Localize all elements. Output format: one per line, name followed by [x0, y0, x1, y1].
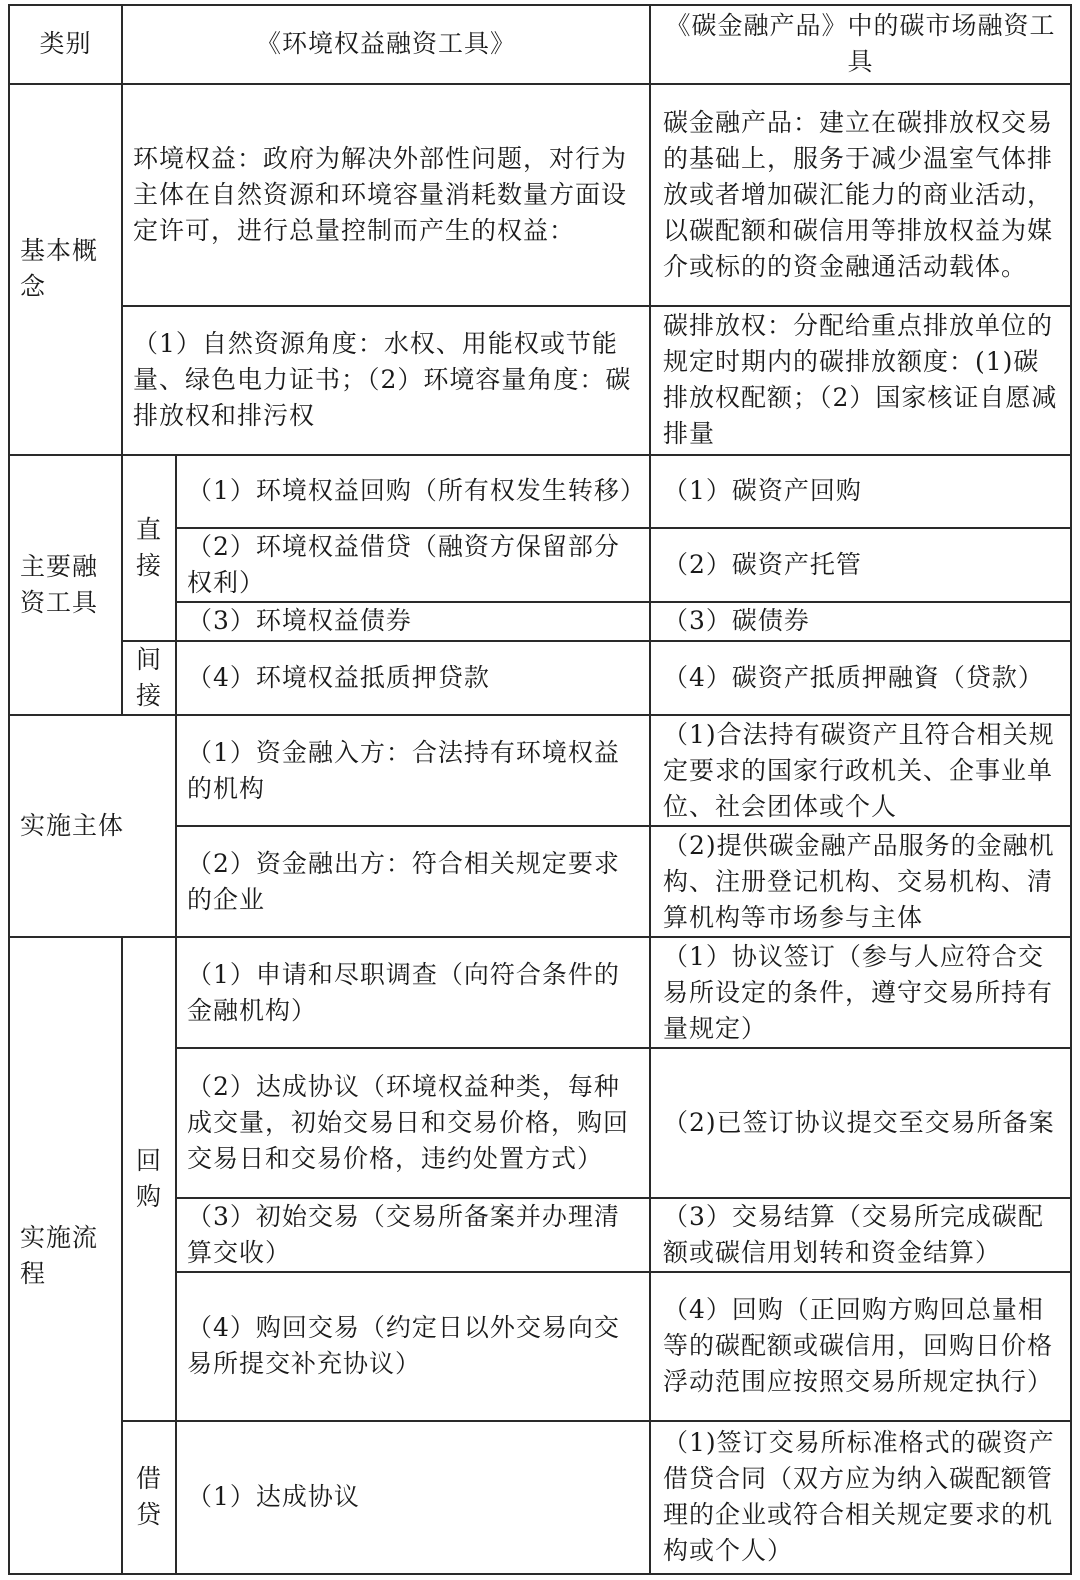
- process-env-cell: （1）申请和尽职调查（向符合条件的金融机构）: [176, 937, 650, 1048]
- basic-concept-row-2: [9, 306, 1071, 455]
- header-category: 类别: [9, 5, 122, 84]
- env-types-cell: （1）自然资源角度：水权、用能权或节能量、绿色电力证书；（2）环境容量角度：碳排放权和排污权: [122, 306, 650, 455]
- entity-env-cell: （1）资金融入方：合法持有环境权益的机构: [176, 715, 650, 826]
- tool-carbon-cell: （2）碳资产托管: [650, 528, 1071, 603]
- process-label: 实施流程: [9, 937, 122, 1574]
- process-carbon-cell: （1)签订交易所标准格式的碳资产借贷合同（双方应为纳入碳配额管理的企业或符合相关规定要求的机构或个人）: [650, 1421, 1071, 1574]
- process-carbon-cell: （2)已签订协议提交至交易所备案: [650, 1048, 1071, 1197]
- carbon-definition-cell: 碳金融产品：建立在碳排放权交易的基础上，服务于减少温室气体排放或者增加碳汇能力的商业活动，以碳配额和碳信用等排放权益为媒介或标的的资金融通活动载体。: [650, 84, 1071, 306]
- env-definition-cell: 环境权益：政府为解决外部性问题，对行为主体在自然资源和环境容量消耗数量方面设定许可，进行总量控制而产生的权益：: [122, 84, 650, 306]
- entities-label: 实施主体: [9, 715, 176, 937]
- lending-label: 借贷: [122, 1421, 176, 1574]
- tool-carbon-cell: （4）碳资产抵质押融資（贷款）: [650, 641, 1071, 716]
- table-row: [9, 715, 1071, 826]
- basic-concept-label: 基本概念: [9, 84, 122, 455]
- tool-env-cell: （4）环境权益抵质押贷款: [176, 641, 650, 716]
- carbon-emission-right-cell: 碳排放权：分配给重点排放单位的规定时期内的碳排放额度：(1)碳排放权配额；（2）国家核证自愿减排量: [650, 306, 1071, 455]
- tool-carbon-cell: （1）碳资产回购: [650, 455, 1071, 528]
- table-row: [9, 1421, 1071, 1574]
- comparison-table: [8, 4, 1072, 1575]
- process-env-cell: （4）购回交易（约定日以外交易向交易所提交补充协议）: [176, 1272, 650, 1420]
- entity-carbon-cell: （1)合法持有碳资产且符合相关规定要求的国家行政机关、企事业单位、社会团体或个人: [650, 715, 1071, 826]
- header-env-tools: 《环境权益融资工具》: [122, 5, 650, 84]
- process-env-cell: （1）达成协议: [176, 1421, 650, 1574]
- tool-env-cell: （2）环境权益借贷（融资方保留部分权利）: [176, 528, 650, 603]
- table-row: [9, 937, 1071, 1048]
- repo-label: 回购: [122, 937, 176, 1420]
- indirect-label: 间接: [122, 641, 176, 716]
- header-carbon-tools: 《碳金融产品》中的碳市场融资工具: [650, 5, 1071, 84]
- main-tools-label: 主要融资工具: [9, 455, 122, 715]
- table-row: [9, 455, 1071, 528]
- entity-env-cell: （2）资金融出方：符合相关规定要求的企业: [176, 826, 650, 937]
- process-env-cell: （3）初始交易（交易所备案并办理清算交收）: [176, 1198, 650, 1273]
- process-env-cell: （2）达成协议（环境权益种类，每种成交量，初始交易日和交易价格，购回交易日和交易价格，违约处置方式）: [176, 1048, 650, 1197]
- process-carbon-cell: （3）交易结算（交易所完成碳配额或碳信用划转和资金结算）: [650, 1198, 1071, 1273]
- table-row: [9, 641, 1071, 716]
- process-carbon-cell: （4）回购（正回购方购回总量相等的碳配额或碳信用，回购日价格浮动范围应按照交易所规定执行）: [650, 1272, 1071, 1420]
- direct-label: 直接: [122, 455, 176, 641]
- tool-carbon-cell: （3）碳债券: [650, 602, 1071, 640]
- basic-concept-row-1: [9, 84, 1071, 306]
- tool-env-cell: （3）环境权益债券: [176, 602, 650, 640]
- process-carbon-cell: （1）协议签订（参与人应符合交易所设定的条件，遵守交易所持有量规定）: [650, 937, 1071, 1048]
- entity-carbon-cell: （2)提供碳金融产品服务的金融机构、注册登记机构、交易机构、清算机构等市场参与主体: [650, 826, 1071, 937]
- tool-env-cell: （1）环境权益回购（所有权发生转移）: [176, 455, 650, 528]
- header-row: [9, 5, 1071, 84]
